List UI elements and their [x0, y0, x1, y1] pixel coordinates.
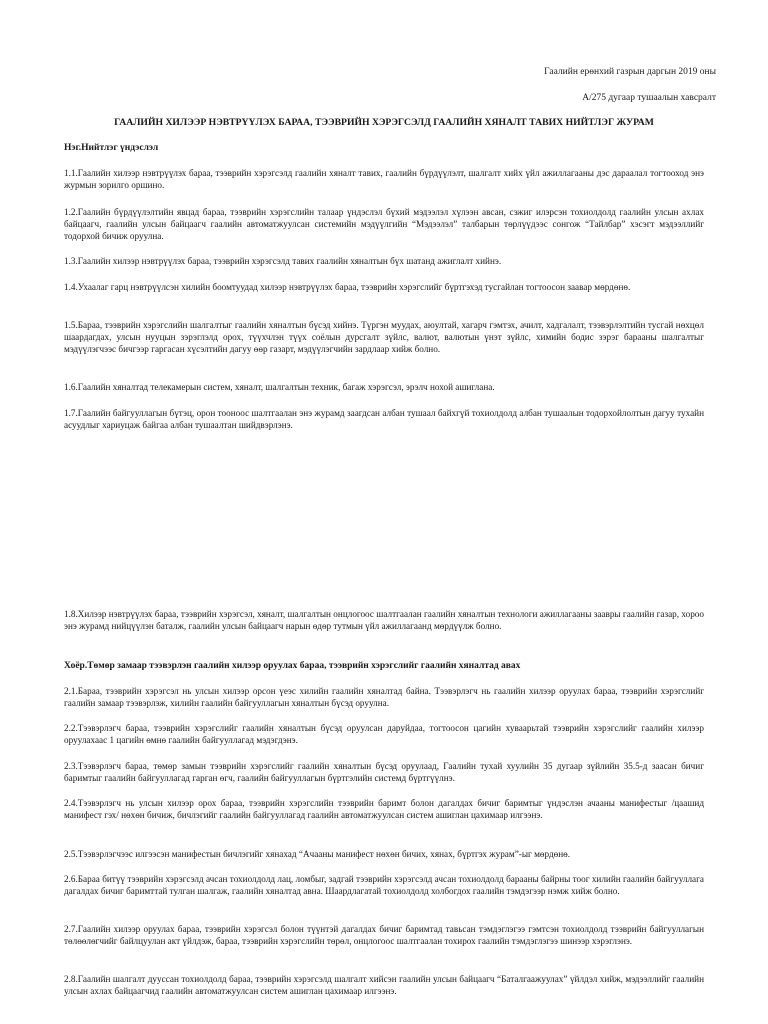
paragraph-1-5: 1.5.Бараа, тээврийн хэрэгслийн шалгалтыг гаалийн хяналтын бүсэд хийнэ. Түргэн муудах, аюултай, хагарч гэмтэх, ачилт, хадгалалт, тээвэрлэлтийн тусгай нөхцөл шаардагдах, улсын нууцын зэрэглэлд орох, түүхчлэн түүх соёлын дурсгалт зүйлс, валют, валютын үнэт зүйлс, химийн бодис зэрэг барааны шалгалтыг мэдүүлэгчээс бичгээр гаргасан хүсэлтийн дагуу өөр газарт, мэдүүлэгчийн зардлаар хийж болно.	[64, 320, 704, 354]
paragraph-1-2: 1.2.Гаалийн бүрдүүлэлтийн явцад бараа, тээврийн хэрэгслийн талаар үндэслэл бүхий мэдээлэл хүлээн авсан, сэжиг илэрсэн тохиолдолд гаалийн улсын ахлах байцаагч, гаалийн улсын байцаагч гаалийн автоматжуулсан системийн мэдүүлгийн “Мэдээлэл” талбарын төрлүүдээс сонгож “Тайлбар” хэсэгт мэдээллийг тодорхой бичиж оруулна.	[64, 207, 704, 241]
paragraph-2-1: 2.1.Бараа, тээврийн хэрэгсэл нь улсын хилээр орсон үеэс хилийн гаалийн хяналтад байна. Тээвэрлэгч нь гаалийн хилээр оруулах бараа, тээврийн хэрэгслийг гаалийн замаар тээвэрлэж, хилийн гаалийн байгууллагын хяналтын бүсэд оруулна.	[64, 686, 704, 708]
paragraph-2-4: 2.4.Тээвэрлэгч нь улсын хилээр орох бараа, тээврийн хэрэгслийн тээврийн баримт болон дагалдах бичиг баримтыг үндэслэн ачааны манифестыг /цаашид манифест гэх/ нөхөн бичиж, бичлэгийг гаалийн байгууллагад гаалийн автоматжуулсан систем ашиглан цахимаар илгээнэ.	[64, 798, 704, 820]
section-1-heading: Нэг.Нийтлэг үндэслэл	[64, 143, 159, 153]
paragraph-1-3: 1.3.Гаалийн хилээр нэвтрүүлэх бараа, тээврийн хэрэгсэлд тавих гаалийн хяналтын бүх шатанд ажиглалт хийнэ.	[64, 256, 502, 266]
paragraph-2-6: 2.6.Бараа битүү тээврийн хэрэгсэлд ачсан тохиолдолд лац, ломбыг, задгай тээврийн хэрэгсэлд ачсан тохиолдолд барааны байрны тоог хилийн гаалийн байгууллага дагалдах бичиг баримттай тулган шалгаж, гаалийн хяналтад авна. Шаардлагатай тохиолдолд холбогдох гаалийн тэмдэгээр нэмж хийж болно.	[64, 874, 704, 896]
paragraph-2-2: 2.2.Тээвэрлэгч бараа, тээврийн хэрэгслийг гаалийн хяналтын бүсэд оруулсан даруйдаа, тогтоосон цагийн хуваарьтай тээврийн хэрэгслийг гаалийн хилээр оруулахаас 1 цагийн өмнө гаалийн байгууллагад мэдэгдэнэ.	[64, 723, 704, 745]
paragraph-1-4: 1.4.Ухаалаг гарц нэвтрүүлсэн хилийн боомтуудад хилээр нэвтрүүлэх бараа, тээврийн хэрэгслийг бүртгэхэд тусгайлан тогтоосон заавар мөрдөнө.	[64, 282, 631, 292]
paragraph-2-3: 2.3.Тээвэрлэгч бараа, төмөр замын тээврийн хэрэгслийг гаалийн хяналтын бүсэд оруулаад, Гаалийн тухай хуулийн 35 дугаар зүйлийн 35.5-д заасан бичиг баримтыг гаалийн байгууллагад гарган өгч, гаалийн байгууллагын бүртгэлийн системд бүртгүүлнэ.	[64, 761, 704, 783]
paragraph-2-5: 2.5.Тээвэрлэгчээс илгээсэн манифестын бичлэгийг хянахад “Ачааны манифест нөхөн бичих, хянах, бүртгэх журам”-ыг мөрдөнө.	[64, 849, 571, 859]
paragraph-2-8: 2.8.Гаалийн шалгалт дууссан тохиолдолд бараа, тээврийн хэрэгсэлд шалгалт хийсэн гаалийн улсын байцаагч “Баталгаажуулах” үйлдэл хийж, мэдээллийг гаалийн улсын ахлах байцаагчид гаалийн автоматжуулсан систем ашиглан цахимаар илгээнэ.	[64, 974, 704, 996]
paragraph-2-7: 2.7.Гаалийн хилээр оруулах бараа, тээврийн хэрэгсэл болон түүнтэй дагалдах бичиг баримтад тавьсан тэмдэглэгээ гэмтсэн тохиолдолд тээврийн байгууллагын төлөөлөгчийг байлцуулан акт үйлдэж, бараа, тээврийн хэрэгслийн төрөл, онцлогоос шалтгаалан тохирох гаалийн тэмдэглэгээ шинээр хэрэглэнэ.	[64, 924, 704, 946]
paragraph-1-8: 1.8.Хилээр нэвтрүүлэх бараа, тээврийн хэрэгсэл, хяналт, шалгалтын онцлогоос шалтгаалан гаалийн хяналтын технологи ажиллагааны заавры гаалийн газар, хороо энэ журамд нийцүүлэн баталж, гаалийн улсын байцаагч нарын өдөр тутмын үйл ажиллагаанд мөрдүүлж болно.	[64, 609, 704, 631]
header-line-2: А/275 дугаар тушаалын хавсралт	[582, 93, 716, 103]
section-2-heading: Хоёр.Төмөр замаар тээвэрлэн гаалийн хилээр оруулах бараа, тээврийн хэрэгслийг гаалийн хяналтад авах	[64, 661, 521, 671]
paragraph-1-7: 1.7.Гаалийн байгууллагын бүтэц, орон тооноос шалтгаалан энэ журамд заагдсан албан тушаал байхгүй тохиолдолд албан тушаалын тодорхойлолтын дагуу тухайн асуудлыг хариуцаж байгаа албан тушаалтан шийдвэрлэнэ.	[64, 408, 704, 430]
paragraph-1-1: 1.1.Гаалийн хилээр нэвтрүүлэх бараа, тээврийн хэрэгсэлд гаалийн хяналт тавих, гаалийн бүрдүүлэлт, шалгалт хийх үйл ажиллагааны дэс дараалал тогтооход энэ журмын зорилго оршино.	[64, 168, 704, 190]
document-title: ГААЛИЙН ХИЛЭЭР НЭВТРҮҮЛЭХ БАРАА, ТЭЭВРИЙН ХЭРЭГСЭЛД ГААЛИЙН ХЯНАЛТ ТАВИХ НИЙТЛЭГ ЖУРАМ	[114, 117, 654, 128]
paragraph-1-6: 1.6.Гаалийн хяналтад телекамерын систем, хяналт, шалгалтын техник, багаж хэрэгсэл, эрэлч нохой ашиглана.	[64, 382, 495, 392]
header-line-1: Гаалийн ерөнхий газрын даргын 2019 оны	[544, 67, 716, 77]
